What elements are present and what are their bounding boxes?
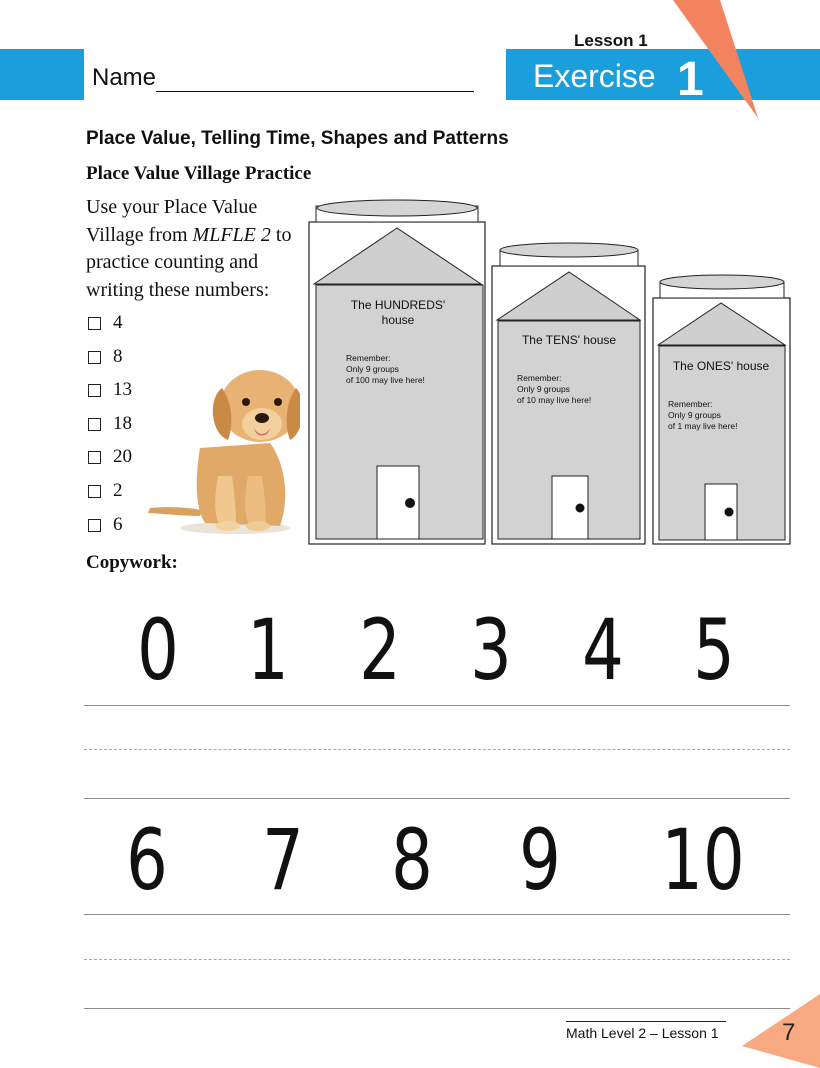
copy-digit: 0	[137, 601, 179, 699]
checklist-number: 6	[113, 513, 123, 535]
writing-midline	[84, 959, 790, 960]
instruction-post: to practice counting and writing these numbers:	[86, 223, 292, 301]
checklist-item[interactable]	[86, 379, 132, 413]
number-checklist	[86, 312, 132, 547]
checklist-number: 2	[113, 479, 123, 501]
tens-title: The TENS' house	[521, 333, 617, 347]
copy-digit: 4	[582, 601, 624, 699]
header-band-left	[0, 49, 84, 100]
hundreds-note-1: Remember:	[346, 353, 391, 363]
tens-note-1: Remember:	[517, 373, 562, 383]
checklist-number: 18	[113, 412, 132, 434]
writing-baseline	[84, 705, 790, 706]
copy-digit: 9	[519, 811, 561, 909]
checklist-item[interactable]	[86, 413, 132, 447]
copy-digit: 7	[262, 811, 304, 909]
tens-house	[492, 243, 645, 544]
checklist-item[interactable]	[86, 312, 132, 346]
checklist-item[interactable]	[86, 346, 132, 380]
ones-house	[653, 275, 790, 544]
hundreds-title-2: house	[381, 313, 415, 327]
hundreds-note-3: of 100 may live here!	[346, 375, 425, 385]
checkbox-icon[interactable]	[88, 351, 101, 364]
checklist-number: 20	[113, 446, 132, 468]
copywork-label: Copywork:	[86, 552, 178, 573]
checklist-number: 4	[113, 312, 123, 333]
checkbox-icon[interactable]	[88, 384, 101, 397]
checklist-item[interactable]	[86, 480, 132, 514]
tens-note-3: of 10 may live here!	[517, 395, 592, 405]
ones-note-3: of 1 may live here!	[668, 421, 738, 431]
hundreds-note-2: Only 9 groups	[346, 364, 399, 374]
footer-rule	[566, 1021, 726, 1022]
page-number: 7	[782, 1019, 796, 1046]
lesson-label: Lesson 1	[574, 31, 648, 50]
copy-digit: 1	[247, 601, 289, 699]
ones-note-1: Remember:	[668, 399, 713, 409]
hundreds-house	[309, 200, 485, 544]
checkbox-icon[interactable]	[88, 485, 101, 498]
copy-digit: 5	[693, 601, 735, 699]
exercise-number: 1	[677, 53, 704, 106]
instruction-pre: Use your Place Value Village from	[86, 196, 258, 246]
footer-text: Math Level 2 – Lesson 1	[566, 1025, 719, 1041]
checkbox-icon[interactable]	[88, 317, 101, 330]
instruction-book: MLFLE 2	[192, 223, 271, 246]
checkbox-icon[interactable]	[88, 519, 101, 532]
writing-baseline	[84, 1008, 790, 1009]
copy-digit: 3	[470, 601, 512, 699]
ones-note-2: Only 9 groups	[668, 410, 721, 420]
section-subtitle: Place Value Village Practice	[86, 163, 312, 184]
copy-digit: 6	[126, 811, 168, 909]
checklist-number: 8	[113, 345, 123, 367]
writing-midline	[84, 749, 790, 750]
name-write-line	[156, 91, 474, 92]
ones-title: The ONES' house	[672, 359, 770, 373]
name-label: Name	[92, 64, 157, 91]
checklist-number: 13	[113, 379, 132, 401]
writing-baseline	[84, 798, 790, 799]
checkbox-icon[interactable]	[88, 418, 101, 431]
copy-digit: 8	[391, 811, 433, 909]
page-number-triangle-icon	[742, 994, 820, 1068]
hundreds-title-1: The HUNDREDS'	[350, 298, 446, 312]
section-title: Place Value, Telling Time, Shapes and Patterns	[86, 128, 509, 149]
place-value-village-diagram	[300, 196, 800, 548]
writing-baseline	[84, 914, 790, 915]
checklist-item[interactable]	[86, 514, 132, 548]
puppy-image	[140, 358, 300, 538]
tens-note-2: Only 9 groups	[517, 384, 570, 394]
copy-digit: 10	[661, 811, 745, 909]
copy-digit: 2	[359, 601, 401, 699]
instruction-text	[86, 194, 316, 304]
checkbox-icon[interactable]	[88, 451, 101, 464]
exercise-label: Exercise	[533, 58, 656, 94]
checklist-item[interactable]	[86, 446, 132, 480]
